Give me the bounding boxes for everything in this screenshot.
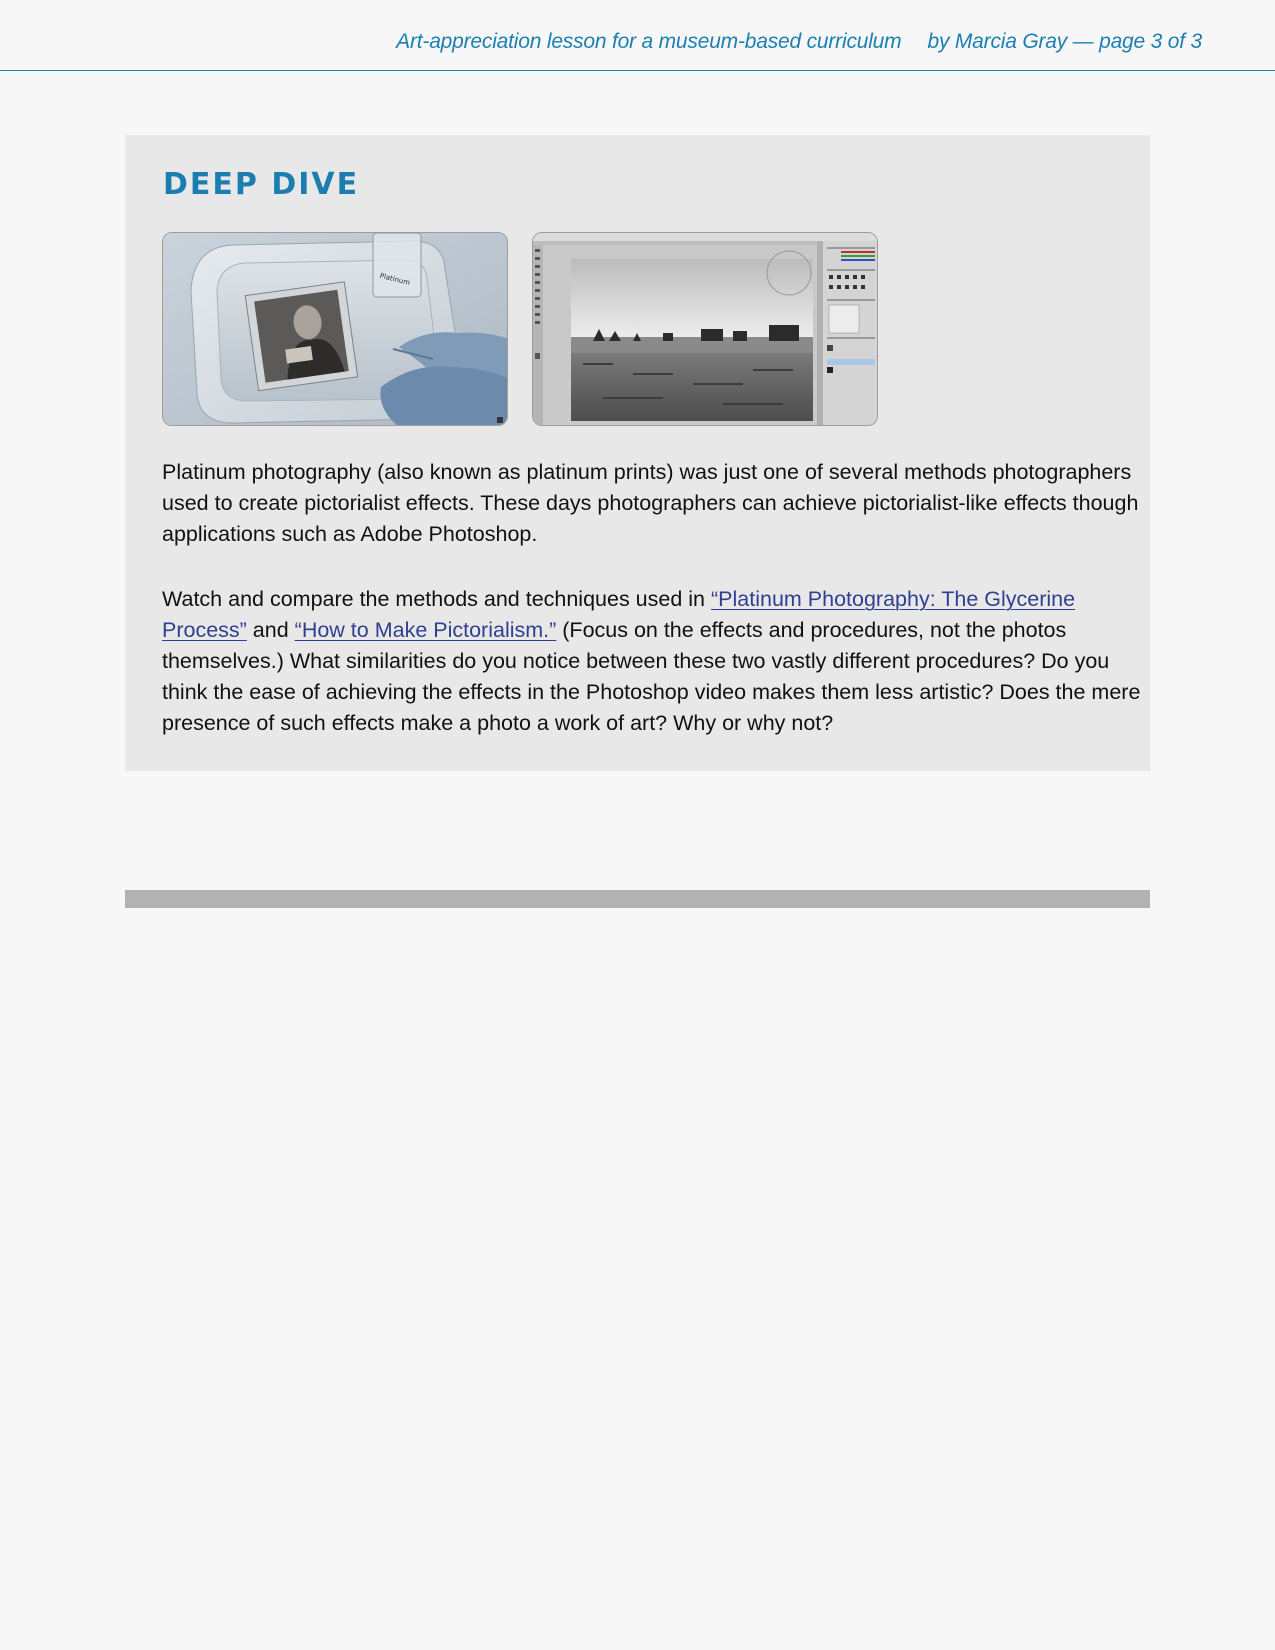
footer-divider-bar <box>125 890 1150 908</box>
header-text <box>396 30 1202 54</box>
photoshop-pictorialism-video-thumbnail[interactable] <box>532 232 878 426</box>
paragraph-between: and <box>246 618 295 642</box>
byline: by Marcia Gray — page 3 of 3 <box>927 30 1202 53</box>
paragraph-intro: Watch and compare the methods and techniques used in <box>162 587 711 611</box>
glycerine-process-video-thumbnail[interactable] <box>162 232 508 426</box>
lesson-title: Art-appreciation lesson for a museum-based curriculum <box>396 30 902 53</box>
glycerine-process-link[interactable]: “Platinum Photography: The Glycerine Process” <box>162 587 1076 642</box>
platinum-photography-paragraph: Platinum photography (also known as platinum prints) was just one of several methods photographers used to create pictorialist effects. These days photographers can achieve pictorialist-like effects though applications such as Adobe Photoshop. <box>162 460 1139 546</box>
page-header <box>0 0 1275 71</box>
tray-bottle-label: Platinum <box>378 271 411 288</box>
how-to-make-pictorialism-link[interactable]: “How to Make Pictorialism.” <box>294 618 557 642</box>
deep-dive-title: DEEP DIVE <box>163 167 360 202</box>
paragraph-rest: (Focus on the effects and procedures, not the photos themselves.) What similarities do you notice between these two vastly different procedures? Do you think the ease of achieving the effects in the Photoshop video makes them less artistic? Does the mere presence of such effects make a photo a work of art? Why or why not? <box>162 618 1141 735</box>
compare-videos-paragraph <box>162 584 1142 739</box>
deep-dive-panel <box>125 135 1150 771</box>
